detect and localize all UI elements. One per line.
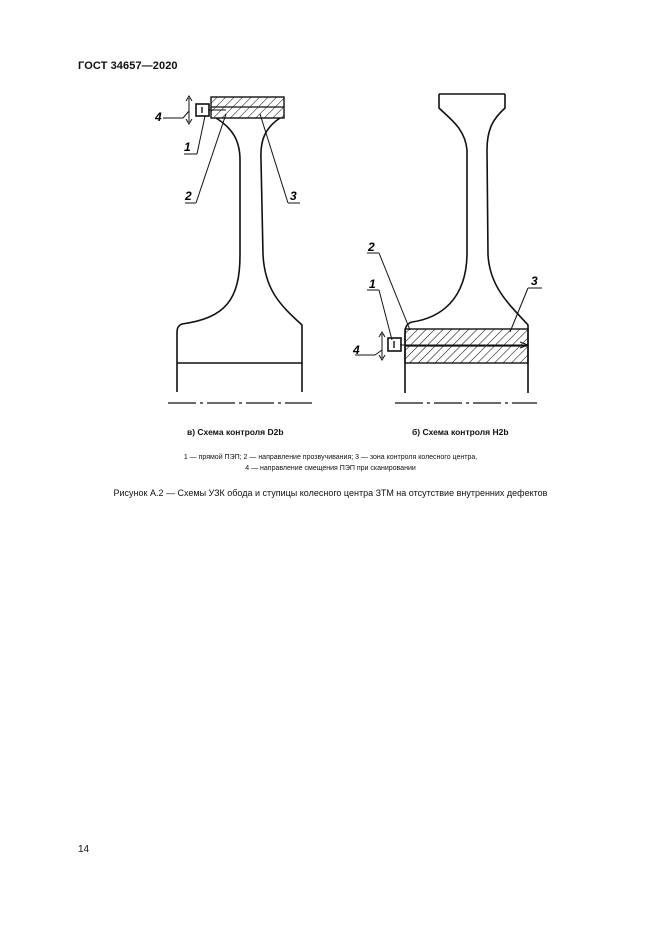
figure-legend-line-1: 1 — прямой ПЭП; 2 — направление прозвучивания; 3 — зона контроля колесного центра, <box>183 454 478 461</box>
callout-1-left: 1 <box>184 140 191 154</box>
callout-2-left: 2 <box>185 189 192 203</box>
document-header: ГОСТ 34657—2020 <box>78 60 178 72</box>
page-number: 14 <box>78 844 90 855</box>
technical-drawing <box>0 0 661 420</box>
callout-3-left: 3 <box>290 189 297 203</box>
figure-title: Рисунок А.2 — Схемы УЗК обода и ступицы колесного центра ЗТМ на отсутствие внутренних дефектов <box>113 488 548 498</box>
callout-4-right: 4 <box>353 343 360 357</box>
callout-2-right: 2 <box>368 240 375 254</box>
scheme-h2b-drawing <box>355 94 542 403</box>
callout-4-left: 4 <box>155 110 162 124</box>
figure-legend-line-2: 4 — направление смещения ПЭП при сканировании <box>245 465 416 472</box>
callout-1-right: 1 <box>369 277 376 291</box>
wheel-profile-right <box>261 118 302 392</box>
caption-scheme-d2b: в) Схема контроля D2b <box>187 427 284 437</box>
wheel-profile-left <box>177 118 240 392</box>
caption-scheme-h2b: б) Схема контроля H2b <box>412 427 509 437</box>
callout-3-right: 3 <box>531 274 538 288</box>
